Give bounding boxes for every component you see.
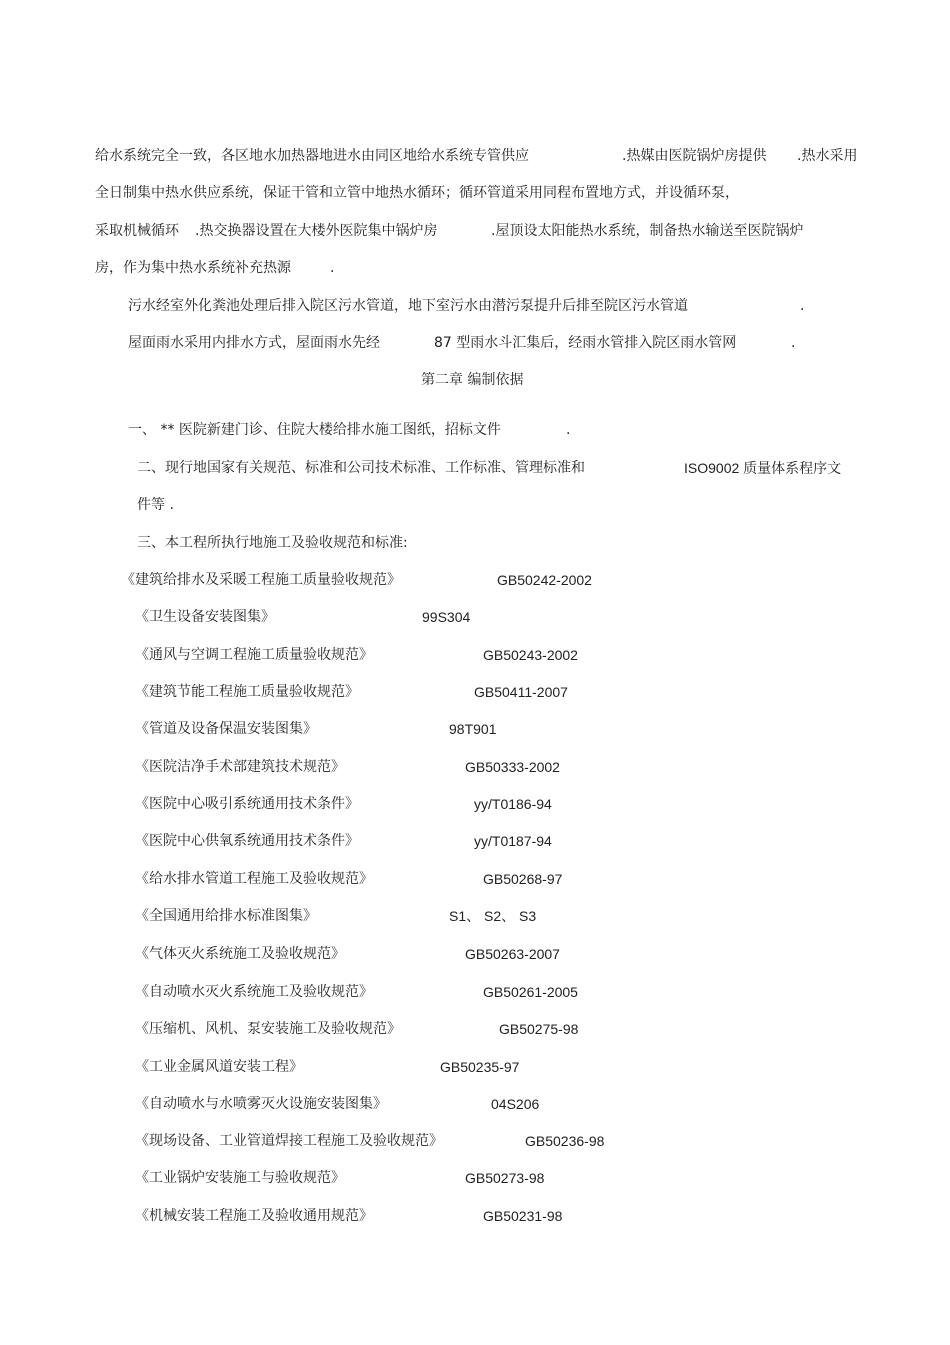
basis-item2-b: ISO9002 质量体系程序文 bbox=[684, 460, 842, 476]
standard-title: 《医院中心吸引系统通用技术条件》 bbox=[135, 796, 359, 812]
standard-code: S1、 S2、 S3 bbox=[449, 908, 537, 924]
chapter-title: 第二章 编制依据 bbox=[421, 372, 524, 388]
para3-a: 屋面雨水采用内排水方式，屋面雨水先经 bbox=[128, 335, 380, 351]
standard-title: 《医院中心供氧系统通用技术条件》 bbox=[135, 833, 359, 849]
para2-text: 污水经室外化粪池处理后排入院区污水管道，地下室污水由潜污泵提升后排至院区污水管道 bbox=[128, 298, 688, 314]
basis-item1: 一、 ** 医院新建门诊、住院大楼给排水施工图纸，招标文件 bbox=[128, 422, 501, 438]
standard-code: 04S206 bbox=[491, 1096, 540, 1112]
standard-title: 《工业金属风道安装工程》 bbox=[135, 1059, 303, 1075]
para1-line2: 全日制集中热水供应系统，保证干管和立管中地热水循环；循环管道采用同程布置地方式，并设循环泵， bbox=[95, 185, 739, 201]
basis-item3: 三、本工程所执行地施工及验收规范和标准: bbox=[137, 535, 408, 551]
standard-title: 《管道及设备保温安装图集》 bbox=[135, 721, 317, 737]
standard-title: 《建筑给排水及采暖工程施工质量验收规范》 bbox=[121, 572, 401, 588]
standard-title: 《自动喷水灭火系统施工及验收规范》 bbox=[135, 984, 373, 1000]
para1-line3-a: 采取机械循环 bbox=[95, 223, 179, 239]
standard-code: 99S304 bbox=[422, 609, 471, 625]
standard-title: 《气体灭火系统施工及验收规范》 bbox=[135, 946, 345, 962]
standard-code: GB50268-97 bbox=[483, 871, 563, 887]
para1-line4-b: . bbox=[330, 260, 335, 276]
standard-code: GB50411-2007 bbox=[474, 684, 568, 700]
standard-title: 《医院洁净手术部建筑技术规范》 bbox=[135, 759, 345, 775]
standard-code: 98T901 bbox=[449, 721, 497, 737]
standard-code: GB50242-2002 bbox=[497, 572, 592, 588]
standard-code: GB50231-98 bbox=[483, 1208, 563, 1224]
para2-end: . bbox=[800, 298, 805, 314]
basis-item2-c: 件等 . bbox=[137, 497, 174, 513]
standard-title: 《自动喷水与水喷雾灭火设施安装图集》 bbox=[135, 1096, 387, 1112]
standard-title: 《压缩机、风机、泵安装施工及验收规范》 bbox=[135, 1021, 401, 1037]
standard-title: 《机械安装工程施工及验收通用规范》 bbox=[135, 1208, 373, 1224]
basis-item1-end: . bbox=[566, 422, 571, 438]
para1-line1-b: .热媒由医院锅炉房提供 bbox=[622, 148, 767, 164]
para1-line3-b: .热交换器设置在大楼外医院集中锅炉房 bbox=[195, 223, 438, 239]
standard-code: GB50333-2002 bbox=[465, 759, 560, 775]
standard-code: yy/T0187-94 bbox=[474, 833, 552, 849]
standard-title: 《工业锅炉安装施工与验收规范》 bbox=[135, 1170, 345, 1186]
standard-title: 《通风与空调工程施工质量验收规范》 bbox=[135, 647, 373, 663]
para3-end: . bbox=[791, 335, 796, 351]
standard-code: GB50263-2007 bbox=[465, 946, 560, 962]
para3-b: 87 型雨水斗汇集后，经雨水管排入院区雨水管网 bbox=[434, 335, 737, 351]
standard-code: GB50243-2002 bbox=[483, 647, 578, 663]
standard-title: 《给水排水管道工程施工及验收规范》 bbox=[135, 871, 373, 887]
standard-code: yy/T0186-94 bbox=[474, 796, 552, 812]
standard-code: GB50261-2005 bbox=[483, 984, 578, 1000]
standard-title: 《建筑节能工程施工质量验收规范》 bbox=[135, 684, 359, 700]
para1-line1-c: .热水采用 bbox=[797, 148, 858, 164]
para1-line3-c: .屋顶设太阳能热水系统，制备热水输送至医院锅炉 bbox=[491, 223, 804, 239]
para1-line1-a: 给水系统完全一致，各区地水加热器地进水由同区地给水系统专管供应 bbox=[95, 148, 529, 164]
standard-title: 《卫生设备安装图集》 bbox=[135, 609, 275, 625]
basis-item2-a: 二、现行地国家有关规范、标准和公司技术标准、工作标准、管理标准和 bbox=[137, 460, 585, 476]
standard-code: GB50273-98 bbox=[465, 1170, 545, 1186]
standard-code: GB50236-98 bbox=[525, 1133, 605, 1149]
standard-code: GB50235-97 bbox=[440, 1059, 520, 1075]
standard-code: GB50275-98 bbox=[499, 1021, 579, 1037]
para1-line4-a: 房，作为集中热水系统补充热源 bbox=[95, 260, 291, 276]
standard-title: 《现场设备、工业管道焊接工程施工及验收规范》 bbox=[135, 1133, 443, 1149]
standard-title: 《全国通用给排水标准图集》 bbox=[135, 908, 317, 924]
